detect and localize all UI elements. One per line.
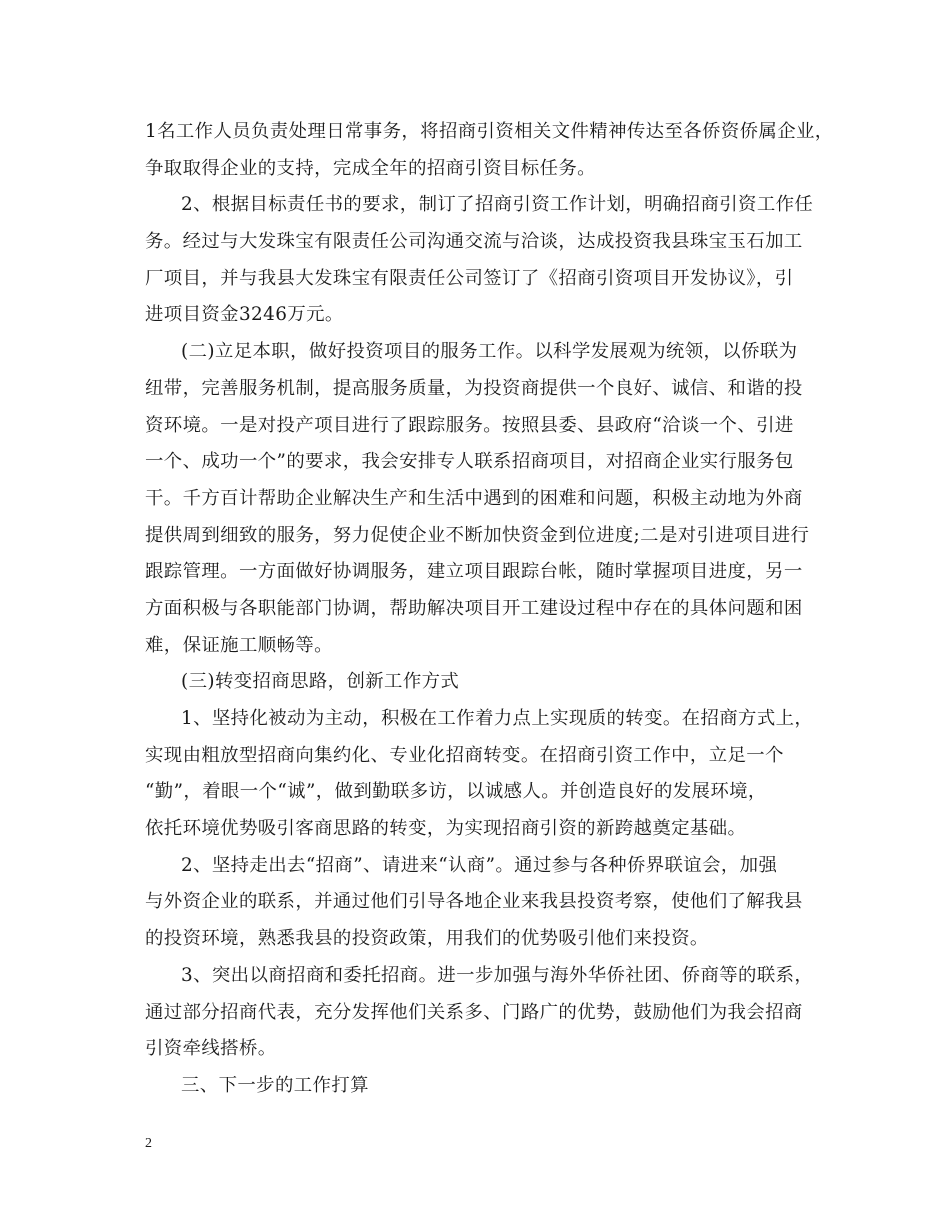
text-line: 依托环境优势吸引客商思路的转变，为实现招商引资的新跨越奠定基础。 (145, 818, 747, 840)
text-line: 务。经过与大发珠宝有限责任公司沟通交流与洽谈，达成投资我县珠宝玉石加工 (145, 231, 803, 253)
section-heading: 三、下一步的工作打算 (181, 1074, 369, 1096)
text-line: 引资牵线搭桥。 (145, 1038, 277, 1060)
text-line: 2、坚持走出去“招商”、请进来“认商”。通过参与各种侨界联谊会，加强 (181, 854, 778, 876)
text-line: 资环境。一是对投产项目进行了跟踪服务。按照县委、县政府“洽谈一个、引进 (145, 414, 794, 436)
text-line: 厂项目，并与我县大发珠宝有限责任公司签订了《招商引资项目开发协议》，引 (145, 267, 794, 289)
text-line: 提供周到细致的服务，努力促使企业不断加快资金到位进度;二是对引进项目进行 (145, 524, 810, 546)
text-line: 实现由粗放型招商向集约化、专业化招商转变。在招商引资工作中，立足一个 (145, 744, 784, 766)
text-line: 1名工作人员负责处理日常事务，将招商引资相关文件精神传达至各侨资侨属企业， (145, 121, 834, 142)
section-heading: (三)转变招商思路，创新工作方式 (181, 671, 460, 693)
text-line: 的投资环境，熟悉我县的投资政策，用我们的优势吸引他们来投资。 (145, 928, 709, 950)
text-line: 2、根据目标责任书的要求，制订了招商引资工作计划，明确招商引资工作任 (181, 194, 814, 216)
text-line: 纽带，完善服务机制，提高服务质量，为投资商提供一个良好、诚信、和谐的投 (145, 377, 803, 399)
text-line: 方面积极与各职能部门协调，帮助解决项目开工建设过程中存在的具体问题和困 (145, 597, 803, 619)
body-text (145, 114, 834, 1105)
text-line: 干。千方百计帮助企业解决生产和生活中遇到的困难和问题，积极主动地为外商 (145, 487, 803, 509)
text-line: 通过部分招商代表，充分发挥他们关系多、门路广的优势，鼓励他们为我会招商 (145, 1001, 803, 1023)
text-line: 争取取得企业的支持，完成全年的招商引资目标任务。 (145, 157, 596, 179)
text-line: (二)立足本职，做好投资项目的服务工作。以科学发展观为统领，以侨联为 (181, 341, 798, 363)
text-line: 跟踪管理。一方面做好协调服务，建立项目跟踪台帐，随时掌握项目进度，另一 (145, 561, 803, 583)
page-number: 2 (145, 1136, 152, 1151)
text-line: 1、坚持化被动为主动，积极在工作着力点上实现质的转变。在招商方式上， (181, 708, 814, 729)
text-line: 难，保证施工顺畅等。 (145, 634, 333, 656)
text-line: 一个、成功一个”的要求，我会安排专人联系招商项目，对招商企业实行服务包 (145, 451, 794, 473)
text-line: 与外资企业的联系，并通过他们引导各地企业来我县投资考察，使他们了解我县 (145, 891, 803, 913)
text-line: 进项目资金3246万元。 (145, 304, 344, 326)
text-line: “勤”，着眼一个“诚”，做到勤联多访，以诚感人。并创造良好的发展环境， (145, 781, 767, 803)
text-line: 3、突出以商招商和委托招商。进一步加强与海外华侨社团、侨商等的联系， (181, 964, 814, 986)
